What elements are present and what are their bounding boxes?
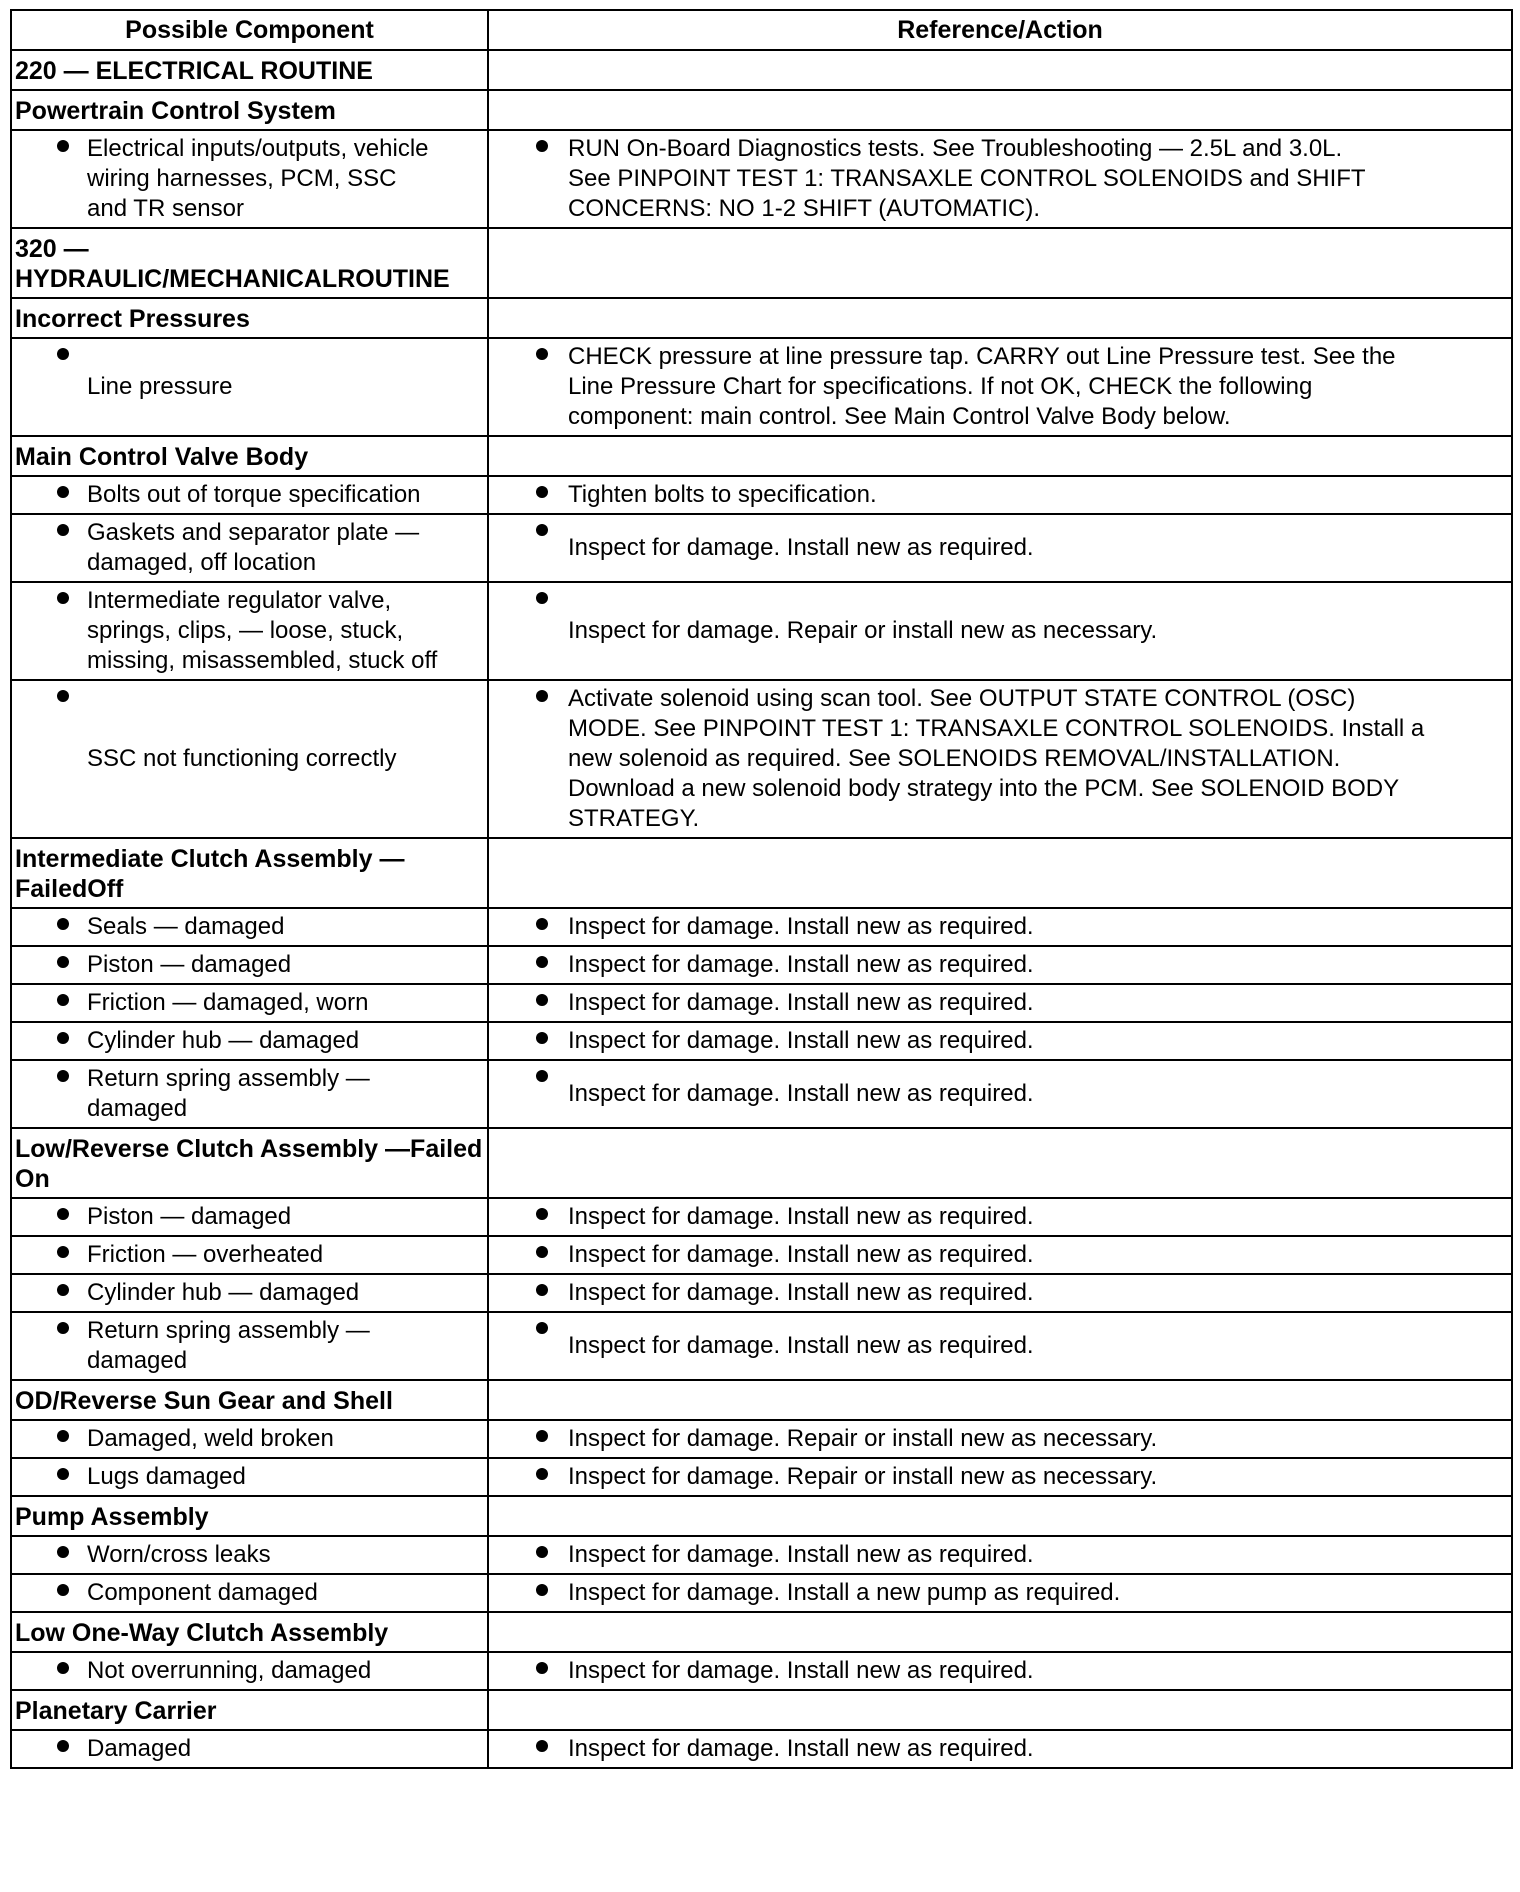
text-line: Inspect for damage. Install new as required. [568,1657,1034,1684]
text-line: Low One-Way Clutch Assembly [15,1619,389,1647]
text-line: Component damaged [87,1579,318,1606]
action-cell [488,680,1512,838]
table-row [11,476,1512,514]
component-cell [11,1236,488,1274]
bullet-icon [536,994,548,1006]
text-line: Activate solenoid using scan tool. See OUTPUT STATE CONTROL (OSC) [568,685,1356,712]
text-line: Inspect for damage. Install new as required. [568,1241,1034,1268]
section-title [11,1128,488,1198]
bullet-icon [536,348,548,360]
bullet-icon [536,1430,548,1442]
text-line: Lugs damaged [87,1463,246,1490]
table-row [11,1730,1512,1768]
text-line: new solenoid as required. See SOLENOIDS REMOVAL/INSTALLATION. [568,745,1341,772]
action-cell [488,476,1512,514]
bullet-icon [536,1546,548,1558]
bullet-icon [536,1740,548,1752]
empty-cell [488,1128,1512,1198]
empty-cell [488,90,1512,130]
text-line: Tighten bolts to specification. [568,481,877,508]
bullet-icon [57,956,69,968]
table-row [11,514,1512,582]
text-line: OD/Reverse Sun Gear and Shell [15,1387,393,1415]
table-header-row [11,10,1512,50]
empty-cell [488,1380,1512,1420]
text-line: Damaged [87,1735,192,1762]
component-cell [11,1060,488,1128]
action-cell [488,514,1512,582]
table-row [11,1574,1512,1612]
section-row [11,298,1512,338]
component-cell [11,130,488,228]
text-line: Line pressure [87,373,233,400]
header-possible-component: Possible Component [11,10,488,50]
bullet-icon [536,486,548,498]
text-line: ROUTINE [337,265,450,293]
text-line: component: main control. See Main Control Valve Body below. [568,403,1231,430]
text-line: Friction — overheated [87,1241,324,1268]
bullet-icon [57,1032,69,1044]
bullet-icon [536,918,548,930]
empty-cell [488,1496,1512,1536]
action-cell [488,1274,1512,1312]
text-line: Inspect for damage. Install new as required. [568,1279,1034,1306]
text-line: Not overrunning, damaged [87,1657,372,1684]
section-row [11,228,1512,298]
bullet-icon [57,1284,69,1296]
component-cell [11,1274,488,1312]
bullet-icon [57,690,69,702]
empty-cell [488,298,1512,338]
text-line: and TR sensor [87,195,244,222]
empty-cell [488,436,1512,476]
action-cell [488,908,1512,946]
text-line: Line Pressure Chart for specifications. If not OK, CHECK the following [568,373,1313,400]
table-row [11,582,1512,680]
text-line: Seals — damaged [87,913,285,940]
table-row [11,1236,1512,1274]
action-cell [488,1198,1512,1236]
section-title [11,1496,488,1536]
bullet-icon [57,994,69,1006]
bullet-icon [57,524,69,536]
text-line: SSC not functioning correctly [87,745,397,772]
bullet-icon [57,1208,69,1220]
component-cell [11,1574,488,1612]
text-line: Intermediate Clutch Assembly — Failed [15,845,405,903]
component-cell [11,1536,488,1574]
text-line: CHECK pressure at line pressure tap. CARRY out Line Pressure test. See the [568,343,1396,370]
table-row [11,1198,1512,1236]
section-title [11,298,488,338]
bullet-icon [57,486,69,498]
table-row [11,130,1512,228]
text-line: Inspect for damage. Repair or install new as necessary. [568,1463,1158,1490]
component-cell [11,680,488,838]
text-line: Inspect for damage. Install a new pump as required. [568,1579,1121,1606]
text-line: Powertrain Control System [15,97,336,125]
section-title [11,50,488,90]
component-cell [11,1458,488,1496]
section-title [11,1380,488,1420]
text-line: Damaged, weld broken [87,1425,334,1452]
text-line: Inspect for damage. Install new as required. [568,989,1034,1016]
text-line: Main Control Valve Body [15,443,309,471]
text-line: Inspect for damage. Install new as required. [568,951,1034,978]
text-line: wiring harnesses, PCM, SSC [87,165,397,192]
section-title [11,1690,488,1730]
text-line: RUN On-Board Diagnostics tests. See Troubleshooting — 2.5L and 3.0L. [568,135,1343,162]
section-row [11,1128,1512,1198]
action-cell [488,1458,1512,1496]
text-line: Inspect for damage. Install new as required. [568,1735,1034,1762]
empty-cell [488,838,1512,908]
text-line: Return spring assembly — [87,1065,370,1092]
section-row [11,1496,1512,1536]
text-line: Pump Assembly [15,1503,209,1531]
text-line: Gaskets and separator plate — [87,519,420,546]
table-row [11,908,1512,946]
text-line: Return spring assembly — [87,1317,370,1344]
empty-cell [488,228,1512,298]
bullet-icon [536,1246,548,1258]
action-cell [488,1312,1512,1380]
component-cell [11,1198,488,1236]
bullet-icon [57,348,69,360]
table-row [11,1312,1512,1380]
section-title [11,90,488,130]
component-cell [11,476,488,514]
component-cell [11,1312,488,1380]
table-row [11,1652,1512,1690]
component-cell [11,582,488,680]
text-line: STRATEGY. [568,805,700,832]
text-line: Electrical inputs/outputs, vehicle [87,135,429,162]
bullet-icon [57,1246,69,1258]
text-line: damaged, off location [87,549,317,576]
text-line: Inspect for damage. Install new as required. [568,534,1034,561]
section-title [11,838,488,908]
action-cell [488,1730,1512,1768]
component-cell [11,946,488,984]
section-row [11,838,1512,908]
bullet-icon [536,1468,548,1480]
table-row [11,946,1512,984]
action-cell [488,582,1512,680]
table-row [11,680,1512,838]
bullet-icon [536,524,548,536]
empty-cell [488,1690,1512,1730]
bullet-icon [57,1430,69,1442]
text-line: Piston — damaged [87,1203,292,1230]
text-line: Inspect for damage. Repair or install new as necessary. [568,1425,1158,1452]
action-cell [488,1536,1512,1574]
text-line: damaged [87,1095,188,1122]
component-cell [11,338,488,436]
table-body [11,50,1512,1768]
text-line: Incorrect Pressures [15,305,250,333]
bullet-icon [536,140,548,152]
action-cell [488,130,1512,228]
section-title [11,436,488,476]
action-cell [488,984,1512,1022]
component-cell [11,1022,488,1060]
diagnosis-table [10,9,1513,1769]
text-line: damaged [87,1347,188,1374]
bullet-icon [536,1584,548,1596]
component-cell [11,908,488,946]
bullet-icon [536,1032,548,1044]
action-cell [488,1574,1512,1612]
bullet-icon [57,140,69,152]
action-cell [488,1420,1512,1458]
bullet-icon [536,1070,548,1082]
bullet-icon [57,1546,69,1558]
bullet-icon [57,1662,69,1674]
text-line: Piston — damaged [87,951,292,978]
bullet-icon [57,1322,69,1334]
text-line: CONCERNS: NO 1-2 SHIFT (AUTOMATIC). [568,195,1041,222]
table-row [11,1536,1512,1574]
section-row [11,1380,1512,1420]
bullet-icon [57,1468,69,1480]
text-line: Inspect for damage. Install new as required. [568,1203,1034,1230]
text-line: Bolts out of torque specification [87,481,421,508]
component-cell [11,984,488,1022]
section-row [11,1612,1512,1652]
text-line: Inspect for damage. Install new as required. [568,1332,1034,1359]
text-line: Planetary Carrier [15,1697,217,1725]
header-reference-action: Reference/Action [488,10,1512,50]
bullet-icon [57,918,69,930]
bullet-icon [536,1662,548,1674]
text-line: Inspect for damage. Install new as required. [568,1080,1034,1107]
text-line: Inspect for damage. Install new as required. [568,1027,1034,1054]
action-cell [488,1022,1512,1060]
action-cell [488,1652,1512,1690]
bullet-icon [57,592,69,604]
table-row [11,1274,1512,1312]
text-line: 220 — ELECTRICAL ROUTINE [15,57,373,85]
section-title [11,1612,488,1652]
text-line: springs, clips, — loose, stuck, [87,617,404,644]
text-line: Off [87,875,124,903]
bullet-icon [536,1208,548,1220]
section-title [11,228,488,298]
table-row [11,984,1512,1022]
text-line: Friction — damaged, worn [87,989,369,1016]
component-cell [11,1730,488,1768]
bullet-icon [536,592,548,604]
component-cell [11,514,488,582]
table-row [11,1420,1512,1458]
bullet-icon [536,956,548,968]
text-line: Failed On [15,1135,483,1193]
section-row [11,90,1512,130]
text-line: Inspect for damage. Repair or install new as necessary. [568,617,1158,644]
text-line: 320 — HYDRAULIC/MECHANICAL [15,235,338,293]
text-line: Cylinder hub — damaged [87,1279,360,1306]
bullet-icon [536,690,548,702]
text-line: See PINPOINT TEST 1: TRANSAXLE CONTROL SOLENOIDS and SHIFT [568,165,1366,192]
text-line: Worn/cross leaks [87,1541,271,1568]
action-cell [488,338,1512,436]
text-line: Low/Reverse Clutch Assembly — [15,1135,411,1163]
text-line: Cylinder hub — damaged [87,1027,360,1054]
empty-cell [488,50,1512,90]
action-cell [488,1236,1512,1274]
text-line: missing, misassembled, stuck off [87,647,438,674]
table-row [11,1022,1512,1060]
section-row [11,50,1512,90]
text-line: Download a new solenoid body strategy into the PCM. See SOLENOID BODY [568,775,1400,802]
bullet-icon [536,1322,548,1334]
bullet-icon [536,1284,548,1296]
text-line: Intermediate regulator valve, [87,587,392,614]
text-line: Inspect for damage. Install new as required. [568,913,1034,940]
action-cell [488,946,1512,984]
component-cell [11,1652,488,1690]
table-row [11,338,1512,436]
table-row [11,1458,1512,1496]
empty-cell [488,1612,1512,1652]
table-row [11,1060,1512,1128]
text-line: Inspect for damage. Install new as required. [568,1541,1034,1568]
section-row [11,1690,1512,1730]
text-line: MODE. See PINPOINT TEST 1: TRANSAXLE CONTROL SOLENOIDS. Install a [568,715,1425,742]
section-row [11,436,1512,476]
bullet-icon [57,1070,69,1082]
bullet-icon [57,1740,69,1752]
bullet-icon [57,1584,69,1596]
action-cell [488,1060,1512,1128]
component-cell [11,1420,488,1458]
